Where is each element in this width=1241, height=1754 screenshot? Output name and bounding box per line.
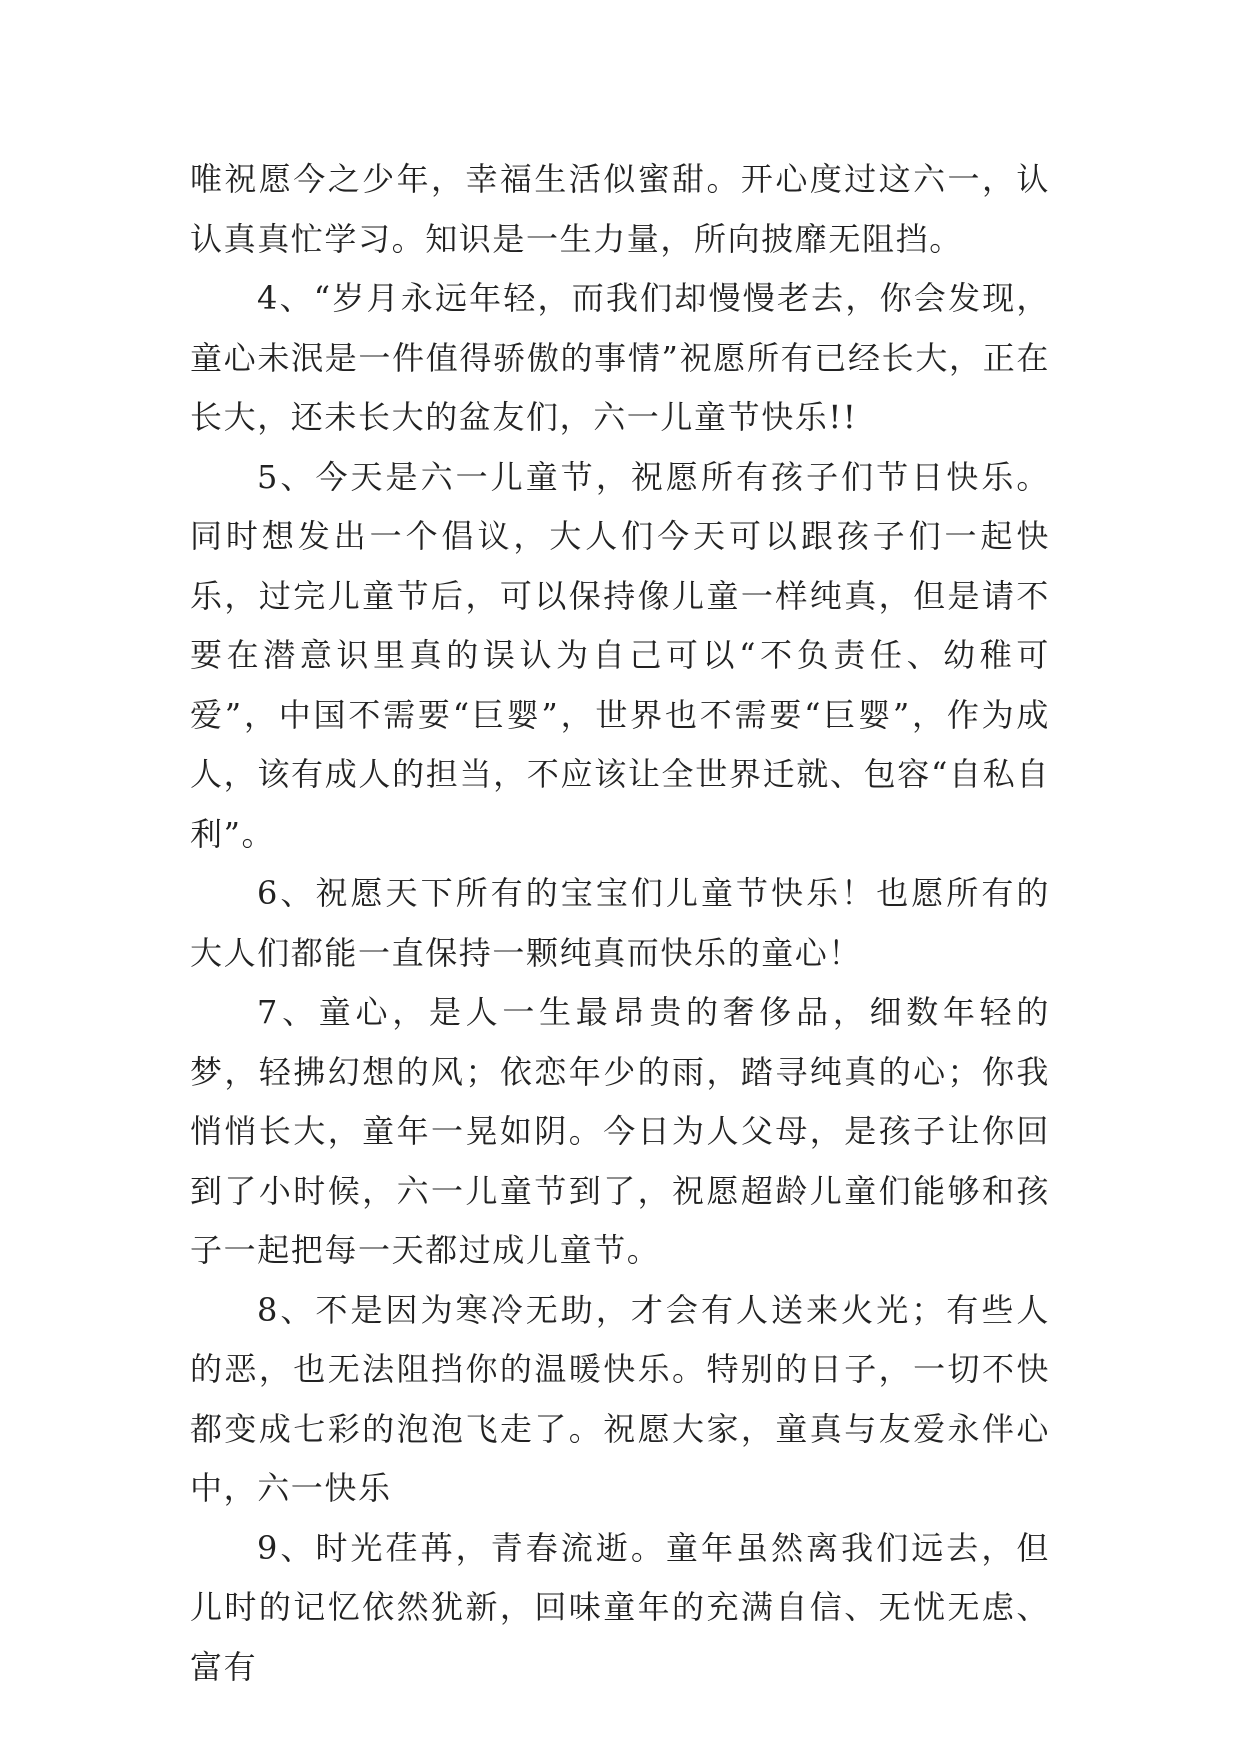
paragraph: 5、今天是六一儿童节，祝愿所有孩子们节日快乐。同时想发出一个倡议，大人们今天可以跟孩子们一起快乐，过完儿童节后，可以保持像儿童一样纯真，但是请不要在潜意识里真的误认为自己可以“不负责任、幼稚可爱”，中国不需要“巨婴”，世界也不需要“巨婴”，作为成人，该有成人的担当，不应该让全世界迁就、包容“自私自利”。 — [190, 457, 1050, 853]
document-page — [190, 150, 1050, 1697]
paragraph: 7、童心，是人一生最昂贵的奢侈品，细数年轻的梦，轻拂幻想的风；依恋年少的雨，踏寻纯真的心；你我悄悄长大，童年一晃如阴。今日为人父母，是孩子让你回到了小时候，六一儿童节到了，祝愿超龄儿童们能够和孩子一起把每一天都过成儿童节。 — [190, 993, 1050, 1269]
paragraph: 6、祝愿天下所有的宝宝们儿童节快乐！也愿所有的大人们都能一直保持一颗纯真而快乐的童心！ — [190, 874, 1050, 972]
paragraph: 唯祝愿今之少年，幸福生活似蜜甜。开心度过这六一，认认真真忙学习。知识是一生力量，所向披靡无阻挡。 — [190, 160, 1050, 258]
paragraph: 8、不是因为寒冷无助，才会有人送来火光；有些人的恶，也无法阻挡你的温暖快乐。特别的日子，一切不快都变成七彩的泡泡飞走了。祝愿大家，童真与友爱永伴心中，六一快乐 — [190, 1290, 1050, 1507]
paragraph: 4、“岁月永远年轻，而我们却慢慢老去，你会发现，童心未泯是一件值得骄傲的事情”祝愿所有已经长大，正在长大，还未长大的盆友们，六一儿童节快乐!! — [190, 279, 1050, 436]
paragraph: 9、时光荏苒，青春流逝。童年虽然离我们远去，但儿时的记忆依然犹新，回味童年的充满自信、无忧无虑、富有 — [190, 1528, 1050, 1686]
